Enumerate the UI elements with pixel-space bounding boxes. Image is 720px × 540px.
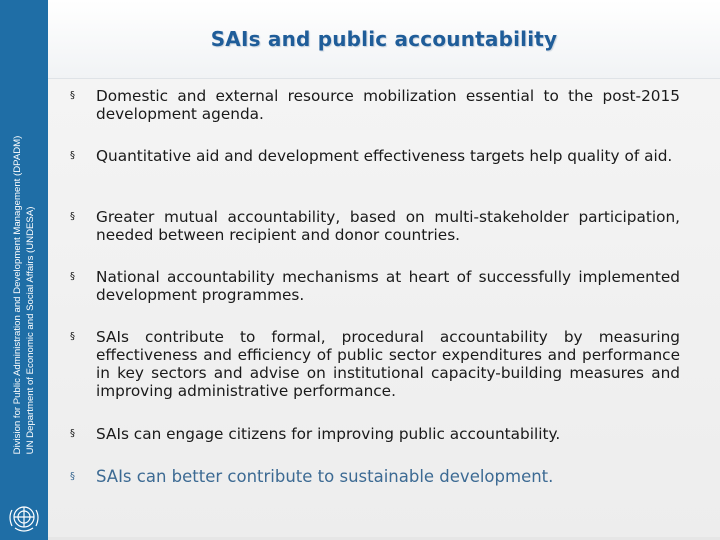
bullet-item xyxy=(70,425,680,443)
bullet-square-icon: § xyxy=(70,428,75,439)
bullet-square-icon: § xyxy=(70,331,75,342)
sidebar-line-department: UN Department of Economic and Social Affairs (UNDESA) xyxy=(25,206,36,455)
bullet-item xyxy=(70,208,680,244)
bullet-square-icon: § xyxy=(70,471,75,482)
bullet-text: Greater mutual accountability, based on multi-stakeholder participation, needed between recipient and donor countries. xyxy=(96,208,680,244)
bullet-item xyxy=(70,87,680,123)
slide-title: SAIs and public accountability xyxy=(210,27,558,51)
bullet-item xyxy=(70,147,680,165)
bullet-item-highlight xyxy=(70,467,680,487)
bullet-text: National accountability mechanisms at heart of successfully implemented development programmes. xyxy=(96,268,680,304)
bullet-text: Quantitative aid and development effectiveness targets help quality of aid. xyxy=(96,147,673,165)
bullet-text: Domestic and external resource mobilization essential to the post-2015 development agenda. xyxy=(96,87,680,123)
bullet-square-icon: § xyxy=(70,211,75,222)
bullet-text: SAIs contribute to formal, procedural accountability by measuring effectiveness and efficiency of public sector expenditures and performance in key sectors and advise on institutional capacity-building measures and improving administrative performance. xyxy=(96,328,680,400)
bullet-item xyxy=(70,328,680,400)
bullet-square-icon: § xyxy=(70,271,75,282)
bullet-text: SAIs can better contribute to sustainable development. xyxy=(96,467,554,486)
bullet-text: SAIs can engage citizens for improving public accountability. xyxy=(96,425,561,443)
bullet-item xyxy=(70,268,680,304)
sidebar-caption xyxy=(11,136,37,455)
sidebar-line-division: Division for Public Administration and Development Management (DPADM) xyxy=(12,135,23,455)
sidebar xyxy=(0,0,48,540)
bullet-square-icon: § xyxy=(70,90,75,101)
un-emblem-icon xyxy=(4,500,44,536)
bullet-square-icon: § xyxy=(70,150,75,161)
